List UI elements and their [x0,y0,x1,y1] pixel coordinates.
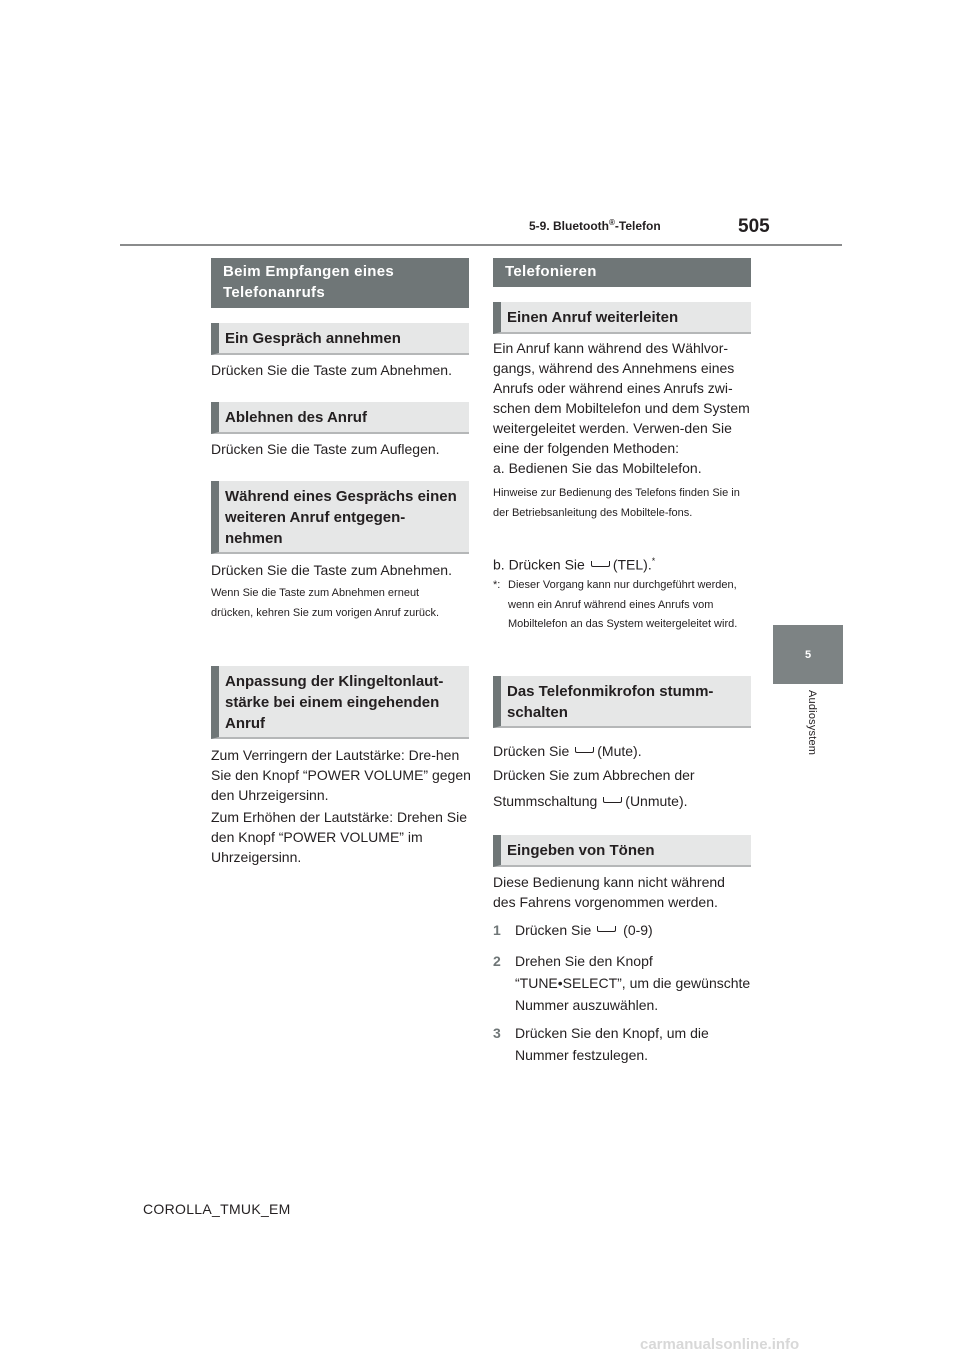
forward-footnote: *: Dieser Vorgang kann nur durchgeführt werden, wenn ein Anruf während eines Anrufs vom Mobiltelefon an das System weitergeleitet wird. [493,579,738,630]
button-icon [591,561,610,567]
tones-step-2: 2 Drehen Sie den Knopf “TUNE•SELECT”, um die gewünschte Nummer auszuwählen. [493,953,751,1013]
subheading-mute: Das Telefonmikrofon stumm-schalten [493,676,751,728]
heading-receiving-call: Beim Empfangen eines Telefonanrufs [211,258,469,308]
subheading-answer: Ein Gespräch annehmen [211,323,469,355]
forward-text: Ein Anruf kann während des Wählvor-gangs, während des Annehmens eines Anrufs oder während eines Anrufs zwi-schen dem Mobiltelefon und dem System weitergeleitet werden. Verwen-den Sie eine der folgenden Methoden: [493,340,750,456]
second-call-text: Drücken Sie die Taste zum Abnehmen. [211,562,452,578]
chapter-tab[interactable]: 5 [773,625,843,684]
tones-text: Diese Bedienung kann nicht während des Fahrens vorgenommen werden. [493,874,725,910]
mute-line3: Stummschaltung (Unmute). [493,793,688,809]
document-code: COROLLA_TMUK_EM [143,1201,291,1217]
header-rule [120,244,842,246]
mute-line1: Drücken Sie (Mute). [493,743,642,759]
answer-text: Drücken Sie die Taste zum Abnehmen. [211,362,452,378]
forward-option-b: b. Drücken Sie (TEL).* [493,556,656,573]
tones-step-3: 3 Drücken Sie den Knopf, um die Nummer festzulegen. [493,1025,709,1063]
subheading-tones: Eingeben von Tönen [493,835,751,867]
button-icon [603,797,622,803]
reject-text: Drücken Sie die Taste zum Auflegen. [211,441,440,457]
subheading-forward: Einen Anruf weiterleiten [493,302,751,334]
second-call-note: Wenn Sie die Taste zum Abnehmen erneut drücken, kehren Sie zum vorigen Anruf zurück. [211,587,440,619]
page-number: 505 [738,216,770,237]
subheading-second-call: Während eines Gesprächs einen weiteren Anruf entgegen-nehmen [211,481,469,554]
subheading-ringtone-volume: Anpassung der Klingeltonlaut-stärke bei einem eingehenden Anruf [211,666,469,739]
tones-step-1: 1 Drücken Sie (0-9) [493,922,653,938]
chapter-label: Audiosystem [806,690,818,756]
watermark: carmanualsonline.info [640,1336,800,1353]
forward-option-a: a. Bedienen Sie das Mobiltelefon. [493,460,702,476]
mute-line2: Drücken Sie zum Abbrechen der [493,767,695,783]
button-icon [575,747,594,753]
heading-calling: Telefonieren [493,258,751,287]
section-title: 5-9. Bluetooth®-Telefon [529,218,661,233]
subheading-reject: Ablehnen des Anruf [211,402,469,434]
ringtone-volume-text2: Zum Erhöhen der Lautstärke: Drehen Sie den Knopf “POWER VOLUME” im Uhrzeigersinn. [211,809,468,865]
ringtone-volume-text1: Zum Verringern der Lautstärke: Dre-hen Sie den Knopf “POWER VOLUME” gegen den Uhrzeigersinn. [211,747,471,803]
forward-note-a: Hinweise zur Bedienung des Telefons finden Sie in der Betriebsanleitung des Mobiltele-fons. [493,487,740,519]
button-icon [597,926,616,932]
